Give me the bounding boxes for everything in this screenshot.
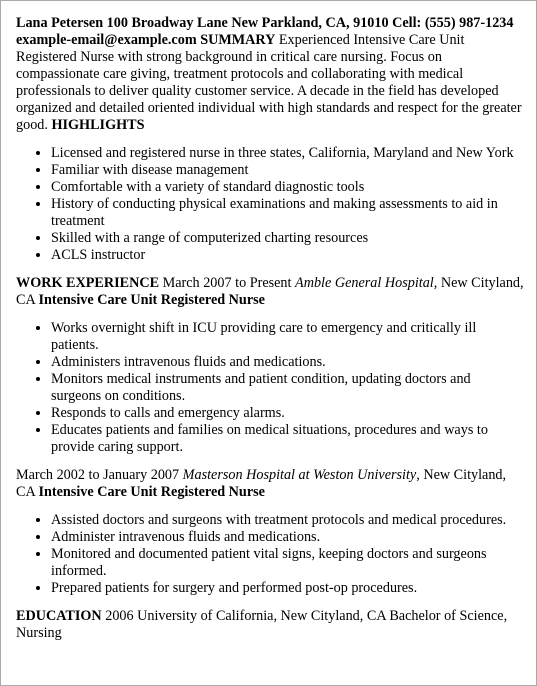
highlight-item: • Licensed and registered nurse in three states, California, Maryland and New York	[51, 145, 524, 162]
job-1-duties-list	[16, 320, 524, 456]
candidate-email: example-email@example.com	[16, 32, 197, 48]
highlight-item: • Skilled with a range of computerized charting resources	[51, 230, 524, 247]
summary-heading: SUMMARY	[200, 32, 276, 48]
job-1-duty: • Monitors medical instruments and patient condition, updating doctors and surgeons on conditions.	[51, 371, 524, 405]
highlight-item: • History of conducting physical examinations and making assessments to aid in treatment	[51, 196, 524, 230]
job-2-duty: • Assisted doctors and surgeons with treatment protocols and medical procedures.	[51, 512, 524, 529]
job-1-header	[16, 275, 524, 309]
highlight-item: • ACLS instructor	[51, 247, 524, 264]
highlight-item: • Comfortable with a variety of standard diagnostic tools	[51, 179, 524, 196]
job-1-title: Intensive Care Unit Registered Nurse	[38, 292, 265, 308]
job-2-duty: • Administer intravenous fluids and medications.	[51, 529, 524, 546]
cell-label: Cell:	[392, 15, 422, 31]
highlights-list	[16, 145, 524, 264]
job-2-duty: • Monitored and documented patient vital signs, keeping doctors and surgeons informed.	[51, 546, 524, 580]
education-text: 2006 University of California, New Cityland, CA Bachelor of Science, Nursing	[16, 608, 508, 641]
summary-text: Experienced Intensive Care Unit Registered Nurse with strong background in critical care nursing. Focus on compassionate care giving, treatment protocols and collaborating with medical professionals to deliver quality customer service. A decade in the field has developed organized and detailed oriented individual with high standards and respect for the greater good.	[16, 32, 522, 133]
candidate-name: Lana Petersen	[16, 15, 104, 31]
job-1-duty: • Educates patients and families on medical situations, procedures and ways to provide caring support.	[51, 422, 524, 456]
job-1-duty: • Works overnight shift in ICU providing care to emergency and critically ill patients.	[51, 320, 524, 354]
education-paragraph	[16, 608, 524, 642]
cell-number: (555) 987-1234	[424, 15, 514, 31]
header-summary-paragraph	[16, 15, 524, 134]
highlights-heading: HIGHLIGHTS	[51, 117, 145, 133]
education-heading: EDUCATION	[16, 608, 102, 624]
highlight-item: • Familiar with disease management	[51, 162, 524, 179]
job-2-location: , New Cityland, CA	[16, 467, 507, 500]
job-2-employer: Masterson Hospital at Weston University	[182, 467, 417, 483]
job-1-duty: • Administers intravenous fluids and medications.	[51, 354, 524, 371]
work-experience-heading: WORK EXPERIENCE	[16, 275, 160, 291]
job-2-duties-list	[16, 512, 524, 597]
job-1-employer: Amble General Hospital	[295, 275, 434, 291]
job-1-dates: March 2007 to Present	[162, 275, 292, 291]
job-2-dates: March 2002 to January 2007	[16, 467, 180, 483]
job-2-duty: • Prepared patients for surgery and performed post-op procedures.	[51, 580, 524, 597]
job-2-header	[16, 467, 524, 501]
job-1-location: , New Cityland, CA	[16, 275, 524, 308]
resume-content	[16, 15, 524, 642]
job-1-duty: • Responds to calls and emergency alarms.	[51, 405, 524, 422]
candidate-address: 100 Broadway Lane New Parkland, CA, 91010	[106, 15, 389, 31]
job-2-title: Intensive Care Unit Registered Nurse	[38, 484, 265, 500]
